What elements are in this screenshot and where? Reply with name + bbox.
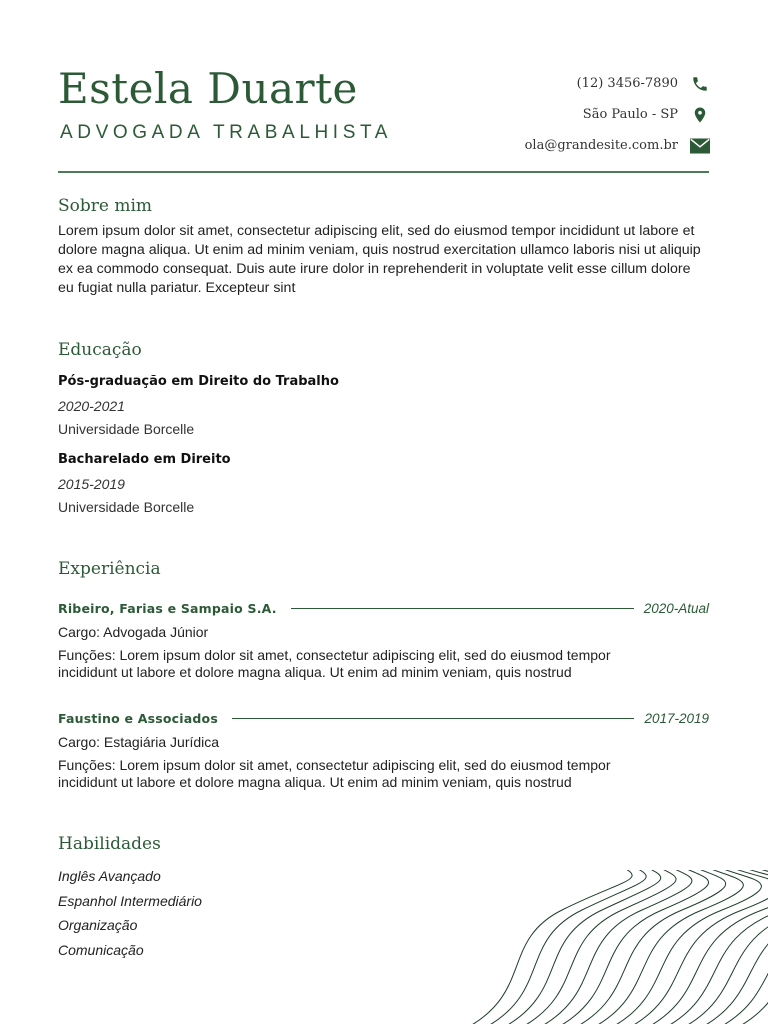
decorative-wave-lines	[440, 870, 768, 1024]
education-degree: Pós-graduação em Direito do Trabalho	[58, 374, 339, 389]
experience-company: Faustino e Associados	[58, 710, 218, 726]
contact-phone	[450, 68, 710, 99]
education-institution: Universidade Borcelle	[58, 499, 195, 515]
location-text: São Paulo - SP	[582, 107, 678, 122]
education-degree: Bacharelado em Direito	[58, 452, 231, 467]
skill-item: Inglês Avançado	[58, 868, 161, 884]
section-title-education: Educação	[58, 340, 142, 360]
experience-divider	[232, 718, 634, 719]
experience-header	[58, 708, 709, 728]
header-divider	[58, 171, 709, 173]
skill-item: Espanhol Intermediário	[58, 893, 202, 909]
skill-item: Organização	[58, 917, 138, 933]
education-institution: Universidade Borcelle	[58, 421, 195, 437]
contact-location	[450, 99, 710, 130]
experience-description: Funções: Lorem ipsum dolor sit amet, consectetur adipiscing elit, sed do eiusmod tempor incididunt ut labore et dolore magna aliqua. Ut enim ad minim veniam, quis nostrud	[58, 757, 611, 790]
experience-dates: 2020-Atual	[643, 600, 709, 616]
contact-email	[450, 130, 710, 161]
experience-description: Funções: Lorem ipsum dolor sit amet, consectetur adipiscing elit, sed do eiusmod tempor incididunt ut labore et dolore magna aliqua. Ut enim ad minim veniam, quis nostrud	[58, 647, 611, 680]
experience-dates: 2017-2019	[644, 710, 709, 726]
phone-icon	[690, 74, 710, 94]
experience-role: Cargo: Advogada Júnior	[58, 624, 209, 640]
envelope-icon	[690, 136, 710, 156]
wave-line	[506, 870, 661, 1024]
education-dates: 2020-2021	[58, 398, 125, 414]
phone-text: (12) 3456-7890	[576, 76, 678, 91]
candidate-name: Estela Duarte	[58, 64, 358, 113]
candidate-role: ADVOGADA TRABALHISTA	[60, 122, 393, 143]
wave-line	[668, 870, 768, 1024]
skill-item: Comunicação	[58, 942, 144, 958]
section-title-experience: Experiência	[58, 559, 161, 579]
wave-line	[740, 870, 768, 1024]
education-dates: 2015-2019	[58, 476, 125, 492]
experience-header	[58, 598, 709, 618]
contact-block	[450, 68, 710, 161]
wave-line	[560, 870, 709, 1024]
experience-company: Ribeiro, Farias e Sampaio S.A.	[58, 600, 277, 616]
wave-line	[488, 870, 646, 1024]
section-title-skills: Habilidades	[58, 834, 161, 854]
location-pin-icon	[690, 105, 710, 125]
wave-line	[650, 870, 768, 1024]
experience-divider	[291, 608, 634, 609]
about-text: Lorem ipsum dolor sit amet, consectetur adipiscing elit, sed do eiusmod tempor incididunt ut labore et dolore magna aliqua. Ut enim ad minim veniam, quis nostrud exercitation ullamco laboris nisi ut aliquip ex ea commodo consequat. Duis aute irure dolor in reprehenderit in voluptate velit esse cillum dolore eu fugiat nulla pariatur. Excepteur sint	[58, 223, 701, 296]
section-title-about: Sobre mim	[58, 196, 153, 216]
experience-role: Cargo: Estagiária Jurídica	[58, 734, 220, 750]
email-text: ola@grandesite.com.br	[524, 138, 678, 153]
